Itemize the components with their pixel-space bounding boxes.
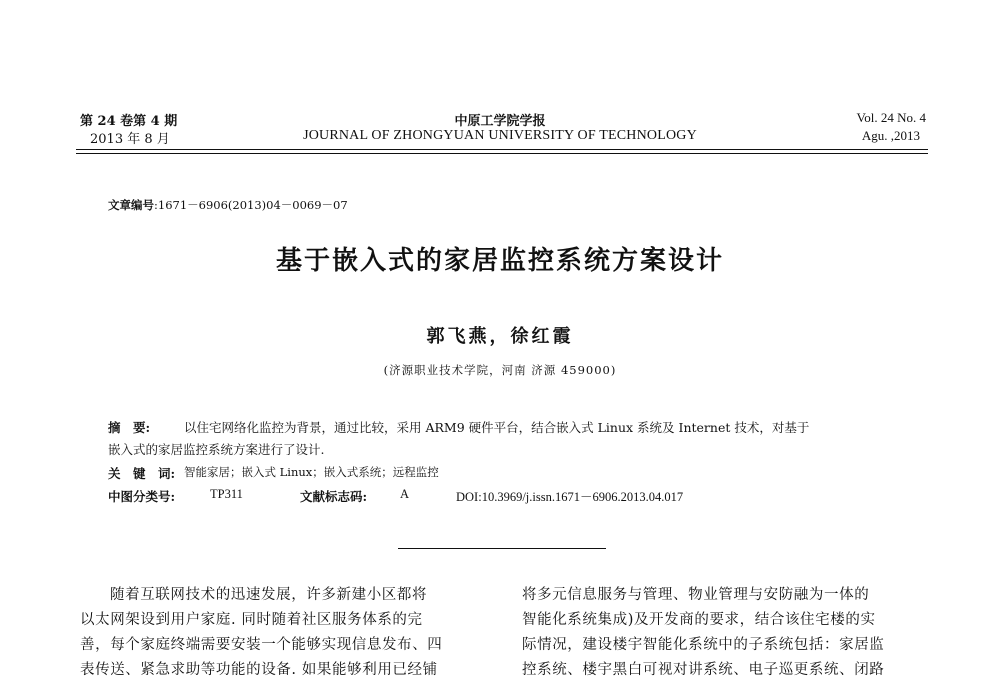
article-number-value: :1671－6906(2013)04－0069－07 bbox=[154, 198, 348, 212]
journal-name-en: JOURNAL OF ZHONGYUAN UNIVERSITY OF TECHNOLOGY bbox=[303, 128, 697, 143]
body-left-line-3: 善，每个家庭终端需要安装一个能够实现信息发布、四 bbox=[80, 637, 443, 653]
body-left-line-2: 以太网架设到用户家庭. 同时随着社区服务体系的完 bbox=[80, 612, 423, 628]
body-left-line-4: 表传送、紧急求助等功能的设备. 如果能够利用已经铺 bbox=[80, 662, 438, 678]
body-right-line-3: 际情况，建设楼宇智能化系统中的子系统包括：家居监 bbox=[522, 637, 885, 653]
section-divider bbox=[398, 548, 606, 549]
article-number-label: 文章编号 bbox=[108, 198, 154, 212]
doi: DOI:10.3969/j.issn.1671－6906.2013.04.017 bbox=[456, 490, 684, 504]
paper-title: 基于嵌入式的家居监控系统方案设计 bbox=[275, 246, 724, 276]
doc-code-value: A bbox=[400, 487, 410, 501]
body-right-line-4: 控系统、楼宇黑白可视对讲系统、电子巡更系统、闭路 bbox=[522, 662, 885, 678]
issue-label: 第 24 卷第 4 期 bbox=[80, 114, 178, 129]
affiliation: (济源职业技术学院，河南 济源 459000) bbox=[383, 363, 617, 377]
date-cn: 2013 年 8 月 bbox=[90, 132, 170, 147]
clc-label: 中图分类号: bbox=[108, 489, 176, 504]
volume-number: Vol. 24 No. 4 bbox=[856, 110, 926, 125]
authors: 郭飞燕，徐红霞 bbox=[426, 326, 574, 347]
abstract-label: 摘 要: bbox=[108, 420, 151, 435]
journal-name-cn: 中原工学院学报 bbox=[454, 114, 546, 129]
header-rule-thick bbox=[76, 149, 928, 150]
body-right-line-2: 智能化系统集成)及开发商的要求，结合该住宅楼的实 bbox=[522, 612, 876, 628]
abstract-line-1: 以住宅网络化监控为背景，通过比较，采用 ARM9 硬件平台，结合嵌入式 Linux 系统及 Internet 技术，对基于 bbox=[184, 420, 810, 435]
article-number bbox=[108, 197, 348, 213]
date-en: Agu. ,2013 bbox=[861, 128, 920, 143]
body-right-line-1: 将多元信息服务与管理、物业管理与安防融为一体的 bbox=[522, 587, 870, 603]
keywords-label: 关 键 词: bbox=[108, 466, 176, 481]
header-rule-thin bbox=[76, 153, 928, 154]
abstract-line-2: 嵌入式的家居监控系统方案进行了设计. bbox=[108, 442, 325, 457]
clc-value: TP311 bbox=[210, 487, 243, 501]
doc-code-label: 文献标志码: bbox=[300, 489, 368, 504]
body-left-line-1: 随着互联网技术的迅速发展，许多新建小区都将 bbox=[110, 587, 428, 603]
keywords-text: 智能家居；嵌入式 Linux；嵌入式系统；远程监控 bbox=[184, 465, 439, 479]
